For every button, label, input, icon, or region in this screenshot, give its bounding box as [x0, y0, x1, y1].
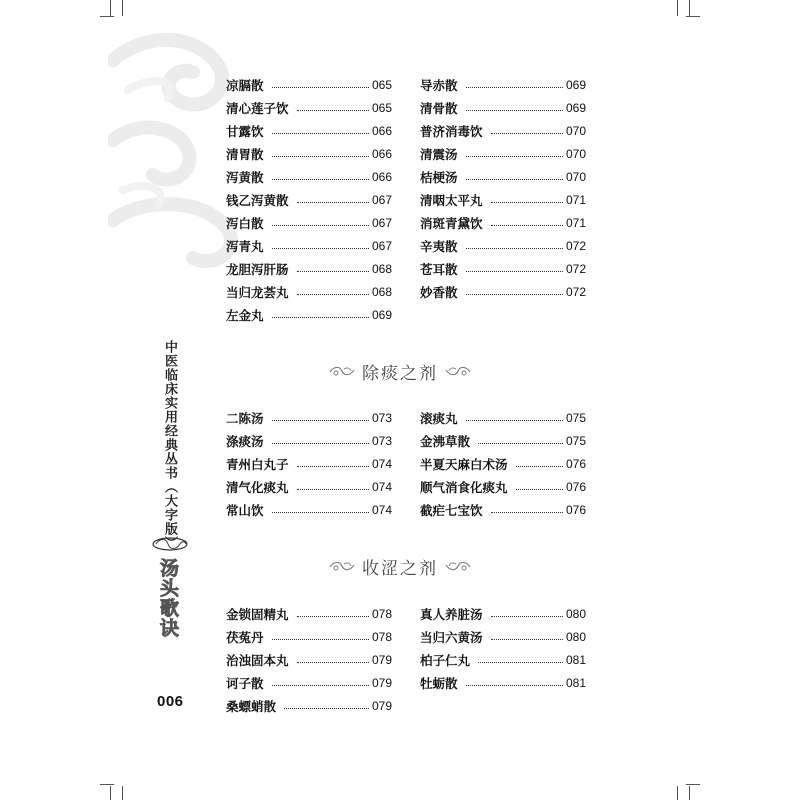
toc-entry-page: 070 [565, 147, 586, 161]
cloud-flourish-icon [444, 364, 472, 378]
dot-leader [491, 511, 563, 513]
toc-entry-page: 068 [371, 285, 392, 299]
dot-leader [466, 247, 563, 249]
toc-entry-title: 左金丸 [226, 308, 264, 323]
toc-entry-title: 泻白散 [226, 216, 264, 231]
toc-entry-page: 066 [371, 124, 392, 138]
dot-leader [272, 684, 369, 686]
toc-entry[interactable] [226, 408, 392, 428]
toc-entry-title: 顺气消食化痰丸 [420, 480, 508, 495]
dot-leader [466, 293, 563, 295]
toc-entry[interactable] [420, 673, 586, 693]
crop-mark [677, 786, 678, 800]
toc-entry-page: 065 [371, 101, 392, 115]
toc-entry-page: 071 [565, 216, 586, 230]
dot-leader [478, 661, 563, 663]
dot-leader [272, 511, 369, 513]
toc-entry-title: 柏子仁丸 [420, 653, 471, 668]
toc-entry[interactable] [226, 144, 392, 164]
section-heading [320, 551, 480, 581]
dot-leader [491, 201, 563, 203]
crop-mark [122, 786, 123, 800]
toc-entry-page: 078 [371, 630, 392, 644]
toc-entry-title: 半夏天麻白术汤 [420, 457, 508, 472]
dot-leader [466, 270, 563, 272]
toc-entry[interactable] [420, 604, 586, 624]
dot-leader [272, 638, 369, 640]
dot-leader [297, 615, 369, 617]
toc-entry[interactable] [420, 190, 586, 210]
dot-leader [272, 86, 369, 88]
toc-entry-page: 076 [565, 480, 586, 494]
dot-leader [516, 488, 563, 490]
toc-entry-page: 076 [565, 503, 586, 517]
toc-entry-page: 080 [565, 630, 586, 644]
dot-leader [491, 132, 563, 134]
toc-entry-title: 辛夷散 [420, 239, 458, 254]
toc-entry-title: 涤痰汤 [226, 434, 264, 449]
crop-mark [110, 0, 111, 16]
toc-entry[interactable] [226, 650, 392, 670]
toc-entry[interactable] [420, 431, 586, 451]
toc-entry[interactable] [226, 213, 392, 233]
dot-leader [297, 661, 369, 663]
dot-leader [297, 201, 369, 203]
toc-entry[interactable] [226, 98, 392, 118]
toc-entry-title: 妙香散 [420, 285, 458, 300]
toc-entry[interactable] [226, 696, 392, 716]
toc-entry-page: 067 [371, 239, 392, 253]
toc-entry[interactable] [226, 305, 392, 325]
toc-entry-page: 067 [371, 216, 392, 230]
dot-leader [284, 707, 369, 709]
toc-entry-page: 070 [565, 170, 586, 184]
toc-entry[interactable] [226, 627, 392, 647]
toc-entry-title: 青州白丸子 [226, 457, 289, 472]
toc-entry-title: 桔梗汤 [420, 170, 458, 185]
toc-entry-title: 清震汤 [420, 147, 458, 162]
toc-entry-title: 诃子散 [226, 676, 264, 691]
toc-entry-title: 普济消毒饮 [420, 124, 483, 139]
toc-entry[interactable] [226, 259, 392, 279]
toc-entry-page: 074 [371, 480, 392, 494]
toc-entry-page: 065 [371, 78, 392, 92]
toc-entry[interactable] [420, 454, 586, 474]
dot-leader [466, 419, 563, 421]
toc-entry-page: 078 [371, 607, 392, 621]
dot-leader [466, 155, 563, 157]
toc-entry[interactable] [420, 259, 586, 279]
toc-entry-title: 桑螵蛸散 [226, 699, 277, 714]
toc-entry-title: 清气化痰丸 [226, 480, 289, 495]
toc-entry-title: 钱乙泻黄散 [226, 193, 289, 208]
crop-mark [686, 784, 700, 785]
toc-entry-page: 072 [565, 239, 586, 253]
toc-entry-title: 导赤散 [420, 78, 458, 93]
book-title: 汤头歌诀 [157, 558, 179, 638]
toc-entry-page: 079 [371, 699, 392, 713]
toc-entry-title: 泻黄散 [226, 170, 264, 185]
toc-entry-title: 甘露饮 [226, 124, 264, 139]
section-heading-text: 收涩之剂 [362, 558, 438, 579]
toc-entry-title: 金沸草散 [420, 434, 471, 449]
toc-entry-page: 081 [565, 653, 586, 667]
dot-leader [297, 465, 369, 467]
toc-entry-page: 066 [371, 147, 392, 161]
series-title: 中医临床实用经典丛书（大字版） [162, 340, 177, 550]
toc-entry[interactable] [226, 282, 392, 302]
toc-entry[interactable] [420, 98, 586, 118]
toc-entry-page: 073 [371, 434, 392, 448]
dot-leader [516, 465, 563, 467]
toc-entry[interactable] [420, 144, 586, 164]
toc-entry-title: 清心莲子饮 [226, 101, 289, 116]
toc-entry-title: 清咽太平丸 [420, 193, 483, 208]
toc-entry[interactable] [226, 190, 392, 210]
crop-mark [100, 784, 114, 785]
toc-entry-title: 治浊固本丸 [226, 653, 289, 668]
toc-entry-title: 截疟七宝饮 [420, 503, 483, 518]
dot-leader [297, 488, 369, 490]
toc-entry[interactable] [226, 500, 392, 520]
toc-entry-title: 真人养脏汤 [420, 607, 483, 622]
toc-entry[interactable] [226, 431, 392, 451]
toc-entry-page: 079 [371, 676, 392, 690]
dot-leader [297, 270, 369, 272]
toc-entry-page: 074 [371, 457, 392, 471]
dot-leader [491, 638, 563, 640]
toc-entry[interactable] [420, 236, 586, 256]
toc-entry-page: 081 [565, 676, 586, 690]
cloud-flourish-icon [328, 364, 356, 378]
dot-leader [272, 132, 369, 134]
toc-entry-page: 080 [565, 607, 586, 621]
dot-leader [491, 615, 563, 617]
toc-entry-title: 苍耳散 [420, 262, 458, 277]
toc-entry-title: 滚痰丸 [420, 411, 458, 426]
dot-leader [297, 293, 369, 295]
toc-entry[interactable] [226, 236, 392, 256]
crop-mark [122, 0, 123, 16]
toc-entry-page: 074 [371, 503, 392, 517]
toc-entry[interactable] [226, 167, 392, 187]
section-heading-text: 除痰之剂 [362, 363, 438, 384]
toc-entry[interactable] [226, 477, 392, 497]
toc-entry[interactable] [420, 650, 586, 670]
dot-leader [466, 109, 563, 111]
dot-leader [272, 178, 369, 180]
toc-entry[interactable] [226, 604, 392, 624]
toc-entry[interactable] [420, 75, 586, 95]
toc-entry-title: 常山饮 [226, 503, 264, 518]
dot-leader [272, 247, 369, 249]
dot-leader [297, 109, 369, 111]
cloud-flourish-icon [444, 559, 472, 573]
toc-entry-title: 牡蛎散 [420, 676, 458, 691]
crop-mark [110, 786, 111, 800]
toc-entry[interactable] [420, 477, 586, 497]
cloud-flourish-icon [328, 559, 356, 573]
toc-entry-page: 079 [371, 653, 392, 667]
crop-mark [100, 16, 114, 17]
toc-entry-page: 070 [565, 124, 586, 138]
toc-entry[interactable] [420, 167, 586, 187]
toc-entry[interactable] [226, 75, 392, 95]
toc-entry-page: 066 [371, 170, 392, 184]
toc-entry-page: 068 [371, 262, 392, 276]
toc-entry-page: 069 [565, 101, 586, 115]
toc-entry-title: 消斑青黛饮 [420, 216, 483, 231]
toc-entry-title: 茯菟丹 [226, 630, 264, 645]
toc-entry-page: 073 [371, 411, 392, 425]
toc-entry-page: 069 [371, 308, 392, 322]
toc-entry[interactable] [420, 500, 586, 520]
dot-leader [272, 316, 369, 318]
toc-entry-page: 072 [565, 285, 586, 299]
crop-mark [677, 0, 678, 16]
toc-entry-title: 二陈汤 [226, 411, 264, 426]
toc-entry-title: 当归六黄汤 [420, 630, 483, 645]
toc-entry[interactable] [420, 282, 586, 302]
toc-entry-page: 067 [371, 193, 392, 207]
toc-entry-page: 075 [565, 434, 586, 448]
dot-leader [491, 224, 563, 226]
crop-mark [686, 16, 700, 17]
dot-leader [478, 442, 563, 444]
dot-leader [272, 155, 369, 157]
page-number: 006 [157, 693, 184, 710]
toc-entry-title: 清胃散 [226, 147, 264, 162]
toc-entry-page: 069 [565, 78, 586, 92]
section-heading [320, 356, 480, 386]
toc-entry-page: 072 [565, 262, 586, 276]
dot-leader [466, 86, 563, 88]
crop-mark [689, 0, 690, 16]
toc-entry-title: 清骨散 [420, 101, 458, 116]
toc-entry-title: 凉膈散 [226, 78, 264, 93]
toc-entry[interactable] [420, 121, 586, 141]
dot-leader [272, 442, 369, 444]
dot-leader [272, 224, 369, 226]
toc-entry-page: 075 [565, 411, 586, 425]
cloud-ornament-icon [150, 535, 190, 553]
toc-entry-title: 金锁固精丸 [226, 607, 289, 622]
toc-entry[interactable] [420, 213, 586, 233]
dot-leader [272, 419, 369, 421]
toc-entry[interactable] [226, 454, 392, 474]
toc-entry-title: 泻青丸 [226, 239, 264, 254]
toc-entry-title: 龙胆泻肝肠 [226, 262, 289, 277]
dot-leader [466, 684, 563, 686]
toc-entry-title: 当归龙荟丸 [226, 285, 289, 300]
dot-leader [466, 178, 563, 180]
toc-entry[interactable] [420, 408, 586, 428]
toc-entry[interactable] [420, 627, 586, 647]
toc-entry[interactable] [226, 673, 392, 693]
toc-entry[interactable] [226, 121, 392, 141]
toc-entry-page: 076 [565, 457, 586, 471]
crop-mark [689, 786, 690, 800]
toc-entry-page: 071 [565, 193, 586, 207]
